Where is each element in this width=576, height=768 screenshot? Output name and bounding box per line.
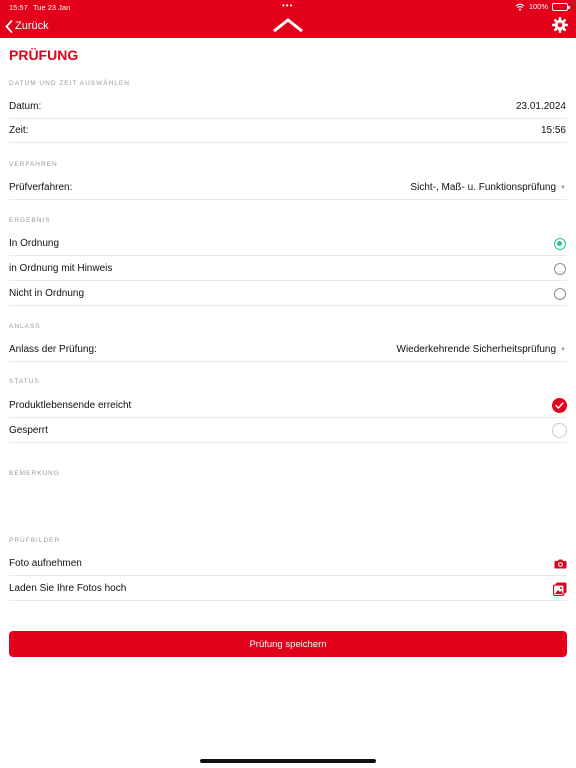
section-header-occasion: ANLASS bbox=[9, 323, 41, 330]
chevron-down-icon: ▼ bbox=[560, 346, 566, 353]
occasion-label: Anlass der Prüfung: bbox=[9, 344, 97, 355]
occasion-value: Wiederkehrende Sicherheitsprüfung bbox=[396, 344, 557, 355]
save-inspection-button[interactable]: Prüfung speichern bbox=[9, 631, 567, 657]
remark-textarea[interactable] bbox=[9, 481, 567, 527]
date-row[interactable] bbox=[9, 95, 567, 119]
procedure-row[interactable] bbox=[9, 176, 567, 200]
status-date: Tue 23 Jan bbox=[33, 3, 71, 12]
take-photo-label: Foto aufnehmen bbox=[9, 558, 82, 569]
chevron-down-icon: ▼ bbox=[560, 184, 566, 191]
time-row[interactable] bbox=[9, 119, 567, 143]
radio-button[interactable] bbox=[554, 263, 566, 275]
camera-icon[interactable] bbox=[554, 558, 567, 569]
section-header-result: ERGEBNIS bbox=[9, 217, 51, 224]
chevron-left-icon bbox=[5, 20, 13, 33]
procedure-value: Sicht-, Maß- u. Funktionsprüfung bbox=[410, 182, 557, 193]
result-option-mit-hinweis[interactable] bbox=[9, 257, 567, 281]
checkbox-checked[interactable] bbox=[552, 398, 567, 413]
multitasking-dots-icon[interactable]: ••• bbox=[282, 1, 294, 10]
radio-button[interactable] bbox=[554, 288, 566, 300]
occasion-row[interactable] bbox=[9, 338, 567, 362]
result-option-nicht-in-ordnung[interactable] bbox=[9, 282, 567, 306]
date-value[interactable]: 23.01.2024 bbox=[515, 101, 566, 112]
status-label: Gesperrt bbox=[9, 425, 48, 436]
gear-icon[interactable] bbox=[551, 16, 569, 34]
status-product-end-of-life[interactable] bbox=[9, 394, 567, 418]
result-option-label: in Ordnung mit Hinweis bbox=[9, 263, 113, 274]
result-option-in-ordnung[interactable] bbox=[9, 232, 567, 256]
status-right bbox=[515, 2, 568, 11]
status-locked[interactable] bbox=[9, 419, 567, 443]
checkmark-icon bbox=[555, 402, 564, 409]
upload-photos-row[interactable] bbox=[9, 577, 567, 601]
upload-photos-label: Laden Sie Ihre Fotos hoch bbox=[9, 583, 127, 594]
status-time: 15:57 bbox=[9, 3, 28, 12]
time-label: Zeit: bbox=[9, 125, 29, 136]
checkbox[interactable] bbox=[552, 423, 567, 438]
section-header-remark: BEMERKUNG bbox=[9, 470, 60, 477]
section-header-procedure: VERFAHREN bbox=[9, 161, 58, 168]
radio-button-selected[interactable] bbox=[554, 238, 566, 250]
result-option-label: In Ordnung bbox=[9, 238, 60, 249]
date-label: Datum: bbox=[9, 101, 42, 112]
status-bar bbox=[0, 0, 576, 14]
photo-upload-icon[interactable] bbox=[553, 582, 567, 596]
section-header-images: PRÜFBILDER bbox=[9, 537, 61, 544]
battery-percent: 100% bbox=[528, 2, 548, 11]
roof-logo-icon bbox=[273, 18, 303, 32]
section-header-status: STATUS bbox=[9, 378, 40, 385]
take-photo-row[interactable] bbox=[9, 552, 567, 576]
home-indicator[interactable] bbox=[200, 759, 376, 763]
time-value[interactable]: 15:56 bbox=[540, 125, 566, 136]
navigation-bar bbox=[0, 0, 576, 38]
page-title: PRÜFUNG bbox=[9, 47, 79, 63]
section-header-datetime: DATUM UND ZEIT AUSWÄHLEN bbox=[9, 80, 130, 87]
occasion-select[interactable] bbox=[397, 344, 568, 355]
battery-icon bbox=[552, 3, 568, 11]
back-label: Zurück bbox=[15, 20, 49, 32]
procedure-select[interactable] bbox=[410, 182, 567, 193]
result-option-label: Nicht in Ordnung bbox=[9, 288, 85, 299]
status-label: Produktlebensende erreicht bbox=[9, 400, 132, 411]
procedure-label: Prüfverfahren: bbox=[9, 182, 73, 193]
back-button[interactable] bbox=[5, 16, 49, 36]
wifi-icon bbox=[515, 3, 525, 11]
